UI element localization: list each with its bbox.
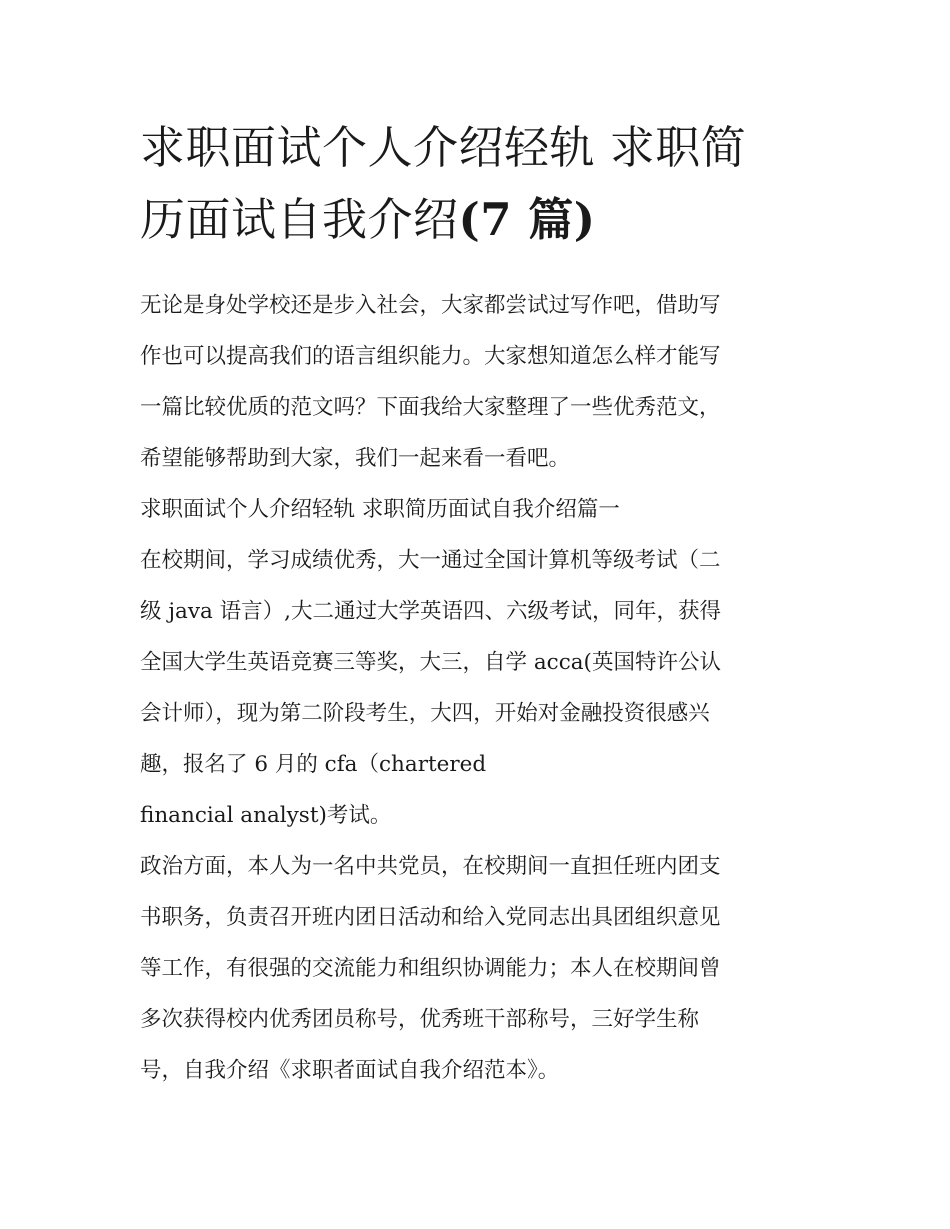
- title-line-2: [140, 184, 812, 256]
- study-line: 级 java 语言）,大二通过大学英语四、六级考试，同年，获得: [140, 599, 721, 624]
- politics-line: 书职务，负责召开班内团日活动和给入党同志出具团组织意见: [140, 905, 721, 930]
- politics-line: 等工作，有很强的交流能力和组织协调能力；本人在校期间曾: [140, 956, 721, 981]
- section-heading: [140, 484, 812, 535]
- study-line: 会计师），现为第二阶段考生，大四，开始对金融投资很感兴: [140, 701, 710, 726]
- study-line: 趣，报名了 6 月的 cfa（chartered: [140, 752, 487, 777]
- study-line: financial analyst)考试。: [140, 803, 392, 828]
- politics-line: 号，自我介绍《求职者面试自我介绍范本》。: [140, 1058, 560, 1083]
- study-line: 在校期间，学习成绩优秀，大一通过全国计算机等级考试（二: [140, 548, 721, 573]
- study-paragraph: [140, 535, 812, 841]
- document-title: [140, 112, 812, 256]
- title-line-2-text: 历面试自我介绍: [140, 193, 459, 246]
- intro-line: 希望能够帮助到大家，我们一起来看一看吧。: [140, 446, 571, 471]
- intro-line: 一篇比较优质的范文吗？下面我给大家整理了一些优秀范文，: [140, 395, 721, 420]
- document-page: [140, 112, 812, 1096]
- title-line-1: 求职面试个人介绍轻轨 求职简: [140, 121, 747, 174]
- study-line: 全国大学生英语竞赛三等奖，大三，自学 acca(英国特许公认: [140, 650, 721, 675]
- politics-line: 多次获得校内优秀团员称号，优秀班干部称号，三好学生称: [140, 1007, 700, 1032]
- intro-paragraph: [140, 280, 812, 484]
- intro-line: 作也可以提高我们的语言组织能力。大家想知道怎么样才能写: [140, 344, 721, 369]
- section-heading-text: 求职面试个人介绍轻轨 求职简历面试自我介绍篇一: [140, 497, 620, 522]
- politics-line: 政治方面，本人为一名中共党员，在校期间一直担任班内团支: [140, 854, 721, 879]
- politics-paragraph: [140, 841, 812, 1096]
- intro-line: 无论是身处学校还是步入社会，大家都尝试过写作吧，借助写: [140, 293, 721, 318]
- title-line-2-count: (7 篇): [458, 193, 596, 246]
